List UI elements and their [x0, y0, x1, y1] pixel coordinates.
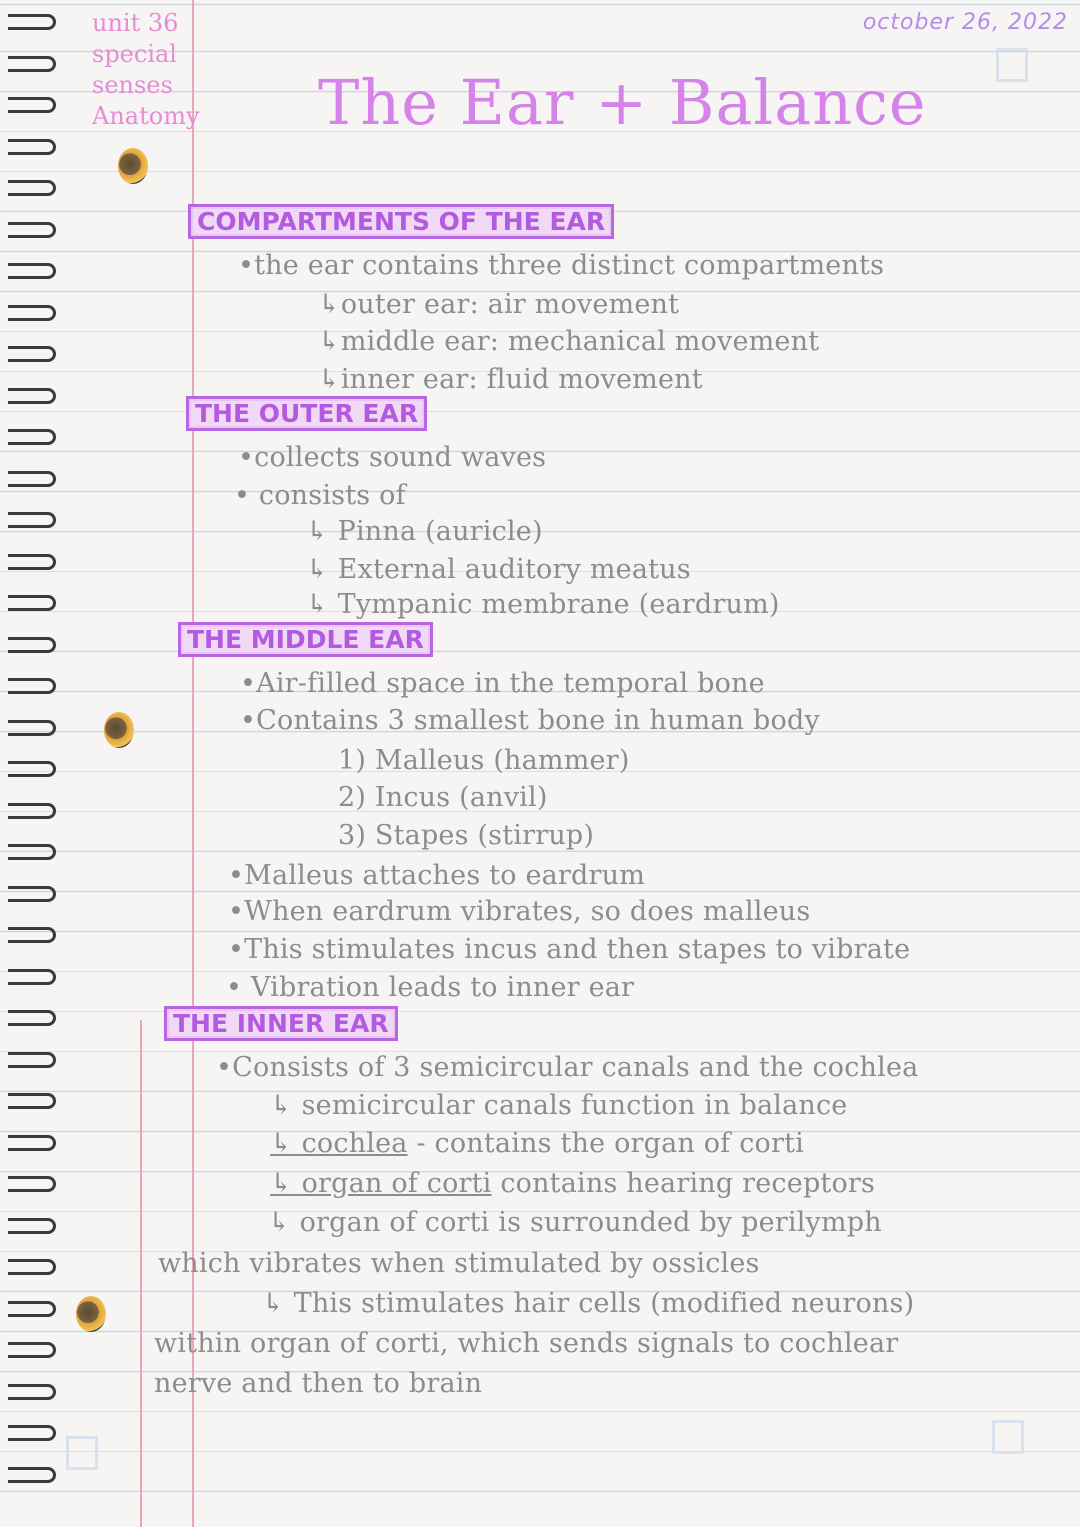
spiral-ring: [8, 803, 56, 819]
note-line: 1) Malleus (hammer): [338, 745, 630, 776]
note-line: which vibrates when stimulated by ossicles: [158, 1248, 760, 1279]
spiral-ring: [8, 844, 56, 860]
spiral-ring: [8, 388, 56, 404]
spiral-ring: [8, 637, 56, 653]
spiral-ring: [8, 1176, 56, 1192]
note-line: nerve and then to brain: [154, 1368, 483, 1399]
note-line: •Air-filled space in the temporal bone: [240, 668, 765, 699]
spiral-ring: [8, 720, 56, 736]
note-line: 2) Incus (anvil): [338, 782, 548, 813]
spiral-ring: [8, 927, 56, 943]
note-line: • consists of: [234, 480, 406, 511]
spiral-ring: [8, 761, 56, 777]
note-line-cochlea: [270, 1128, 804, 1159]
note-line: •Consists of 3 semicircular canals and the cochlea: [216, 1052, 919, 1083]
note-text: contains hearing receptors: [491, 1168, 876, 1199]
spiral-binding: [0, 0, 70, 1527]
heading-outer-ear: THE OUTER EAR: [186, 396, 427, 431]
spiral-ring: [8, 554, 56, 570]
spiral-ring: [8, 14, 56, 30]
spiral-ring: [8, 1093, 56, 1109]
note-text: - contains the organ of corti: [407, 1128, 804, 1159]
spiral-ring: [8, 139, 56, 155]
spiral-ring: [8, 1342, 56, 1358]
note-line: ↳ Pinna (auricle): [306, 516, 543, 547]
spiral-ring: [8, 263, 56, 279]
note-line: 3) Stapes (stirrup): [338, 820, 595, 851]
spiral-ring: [8, 512, 56, 528]
note-line: ↳ This stimulates hair cells (modified neurons): [262, 1288, 915, 1319]
note-line: •This stimulates incus and then stapes to vibrate: [228, 934, 911, 965]
spiral-ring: [8, 1218, 56, 1234]
spiral-ring: [8, 1425, 56, 1441]
note-line: ↳ organ of corti is surrounded by perilymph: [268, 1207, 882, 1238]
spiral-ring: [8, 1384, 56, 1400]
punch-hole: [76, 1296, 106, 1332]
note-line-organ-of-corti: [270, 1168, 875, 1199]
spiral-ring: [8, 222, 56, 238]
punch-hole: [104, 712, 134, 748]
spiral-ring: [8, 56, 56, 72]
underlined-term: ↳ organ of corti: [270, 1168, 492, 1199]
spiral-ring: [8, 471, 56, 487]
note-line: ↳ Tympanic membrane (eardrum): [306, 589, 780, 620]
note-line: ↳middle ear: mechanical movement: [318, 326, 820, 357]
spiral-ring: [8, 97, 56, 113]
spiral-ring: [8, 886, 56, 902]
corner-mark: [66, 1436, 98, 1470]
note-line: •Contains 3 smallest bone in human body: [240, 705, 820, 736]
spiral-ring: [8, 305, 56, 321]
corner-mark: [992, 1420, 1024, 1454]
spiral-ring: [8, 678, 56, 694]
note-line: ↳ semicircular canals function in balance: [270, 1090, 848, 1121]
heading-inner-ear: THE INNER EAR: [164, 1006, 398, 1041]
punch-hole: [118, 148, 148, 184]
side-note-line: senses: [92, 71, 173, 99]
note-line: within organ of corti, which sends signals to cochlear: [154, 1328, 899, 1359]
note-line: ↳ External auditory meatus: [306, 554, 691, 585]
heading-compartments: COMPARTMENTS OF THE EAR: [188, 204, 614, 239]
spiral-ring: [8, 429, 56, 445]
corner-mark: [996, 48, 1028, 82]
side-note-line: special: [92, 40, 177, 68]
note-line: ↳outer ear: air movement: [318, 289, 680, 320]
spiral-ring: [8, 1135, 56, 1151]
spiral-ring: [8, 1467, 56, 1483]
date: october 26, 2022: [862, 10, 1068, 35]
page-title: The Ear + Balance: [318, 66, 927, 139]
note-line: • Vibration leads to inner ear: [226, 972, 635, 1003]
note-line: •Malleus attaches to eardrum: [228, 860, 646, 891]
underlined-term: ↳ cochlea: [270, 1128, 408, 1159]
note-line: •the ear contains three distinct compartments: [238, 250, 885, 281]
spiral-ring: [8, 1259, 56, 1275]
side-note: [92, 8, 200, 132]
spiral-ring: [8, 1010, 56, 1026]
side-note-line: unit 36: [92, 9, 179, 37]
spiral-ring: [8, 969, 56, 985]
heading-middle-ear: THE MIDDLE EAR: [178, 622, 433, 657]
note-line: •When eardrum vibrates, so does malleus: [228, 896, 811, 927]
note-line: ↳inner ear: fluid movement: [318, 364, 703, 395]
spiral-ring: [8, 595, 56, 611]
spiral-ring: [8, 1052, 56, 1068]
note-line: •collects sound waves: [238, 442, 547, 473]
side-note-line: Anatomy: [92, 102, 200, 130]
spiral-ring: [8, 180, 56, 196]
margin-line-lower: [140, 1020, 142, 1527]
spiral-ring: [8, 1301, 56, 1317]
spiral-ring: [8, 346, 56, 362]
